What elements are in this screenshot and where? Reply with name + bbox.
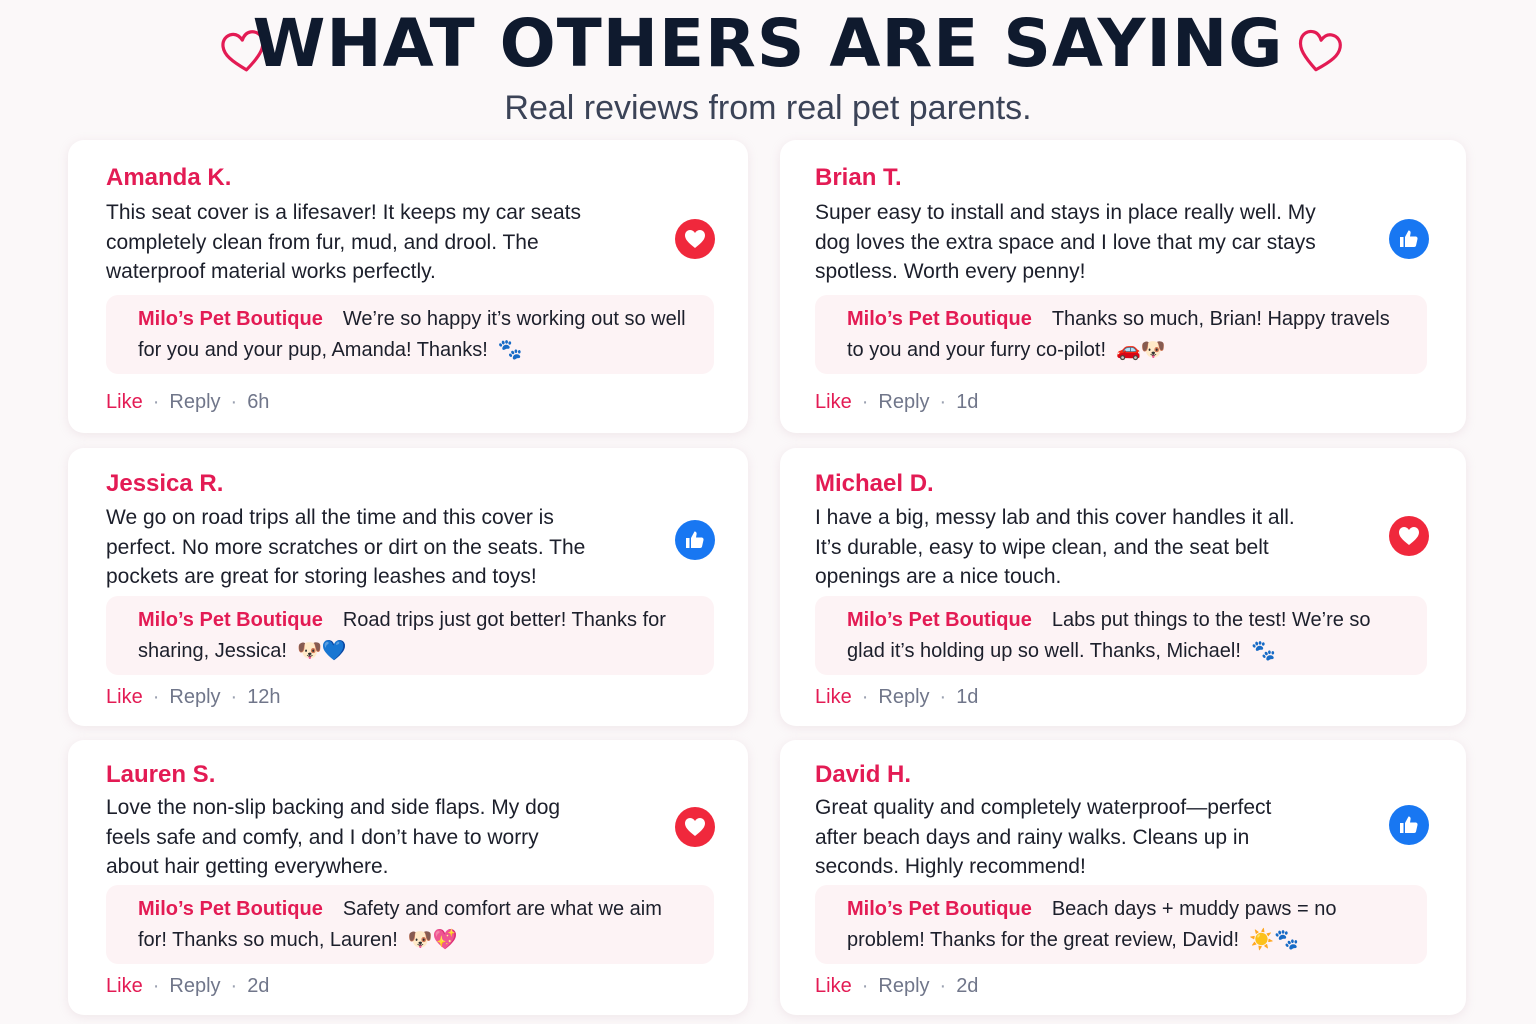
reviewer-name: Michael D. — [815, 470, 934, 497]
reply-button[interactable]: Reply — [169, 975, 221, 997]
review-text: We go on road trips all the time and this cover is perfect. No more scratches or dirt on the seats. The pockets are great for storing leashes and toys! — [106, 506, 586, 588]
reply-button[interactable]: Reply — [169, 391, 221, 413]
store-reply — [815, 885, 1427, 964]
review-actions: Like · Reply · 2d — [815, 975, 979, 997]
paw-emoji: 🐾 — [1250, 638, 1276, 662]
review-actions: Like · Reply · 6h — [106, 391, 270, 413]
reviewer-name: David H. — [815, 761, 912, 788]
store-reply — [815, 596, 1427, 675]
review-actions: Like · Reply · 2d — [106, 975, 270, 997]
like-button[interactable]: Like — [815, 975, 852, 997]
store-name[interactable]: Milo’s Pet Boutique — [847, 609, 1032, 631]
review-text: Love the non-slip backing and side flaps. My dog feels safe and comfy, and I don’t have to worry about hair getting everywhere. — [106, 796, 561, 878]
store-reply-text: Thanks so much, Brian! Happy travels to you and your furry co-pilot! — [847, 308, 1390, 361]
reply-button[interactable]: Reply — [878, 391, 930, 413]
heart-outline-icon — [1291, 24, 1347, 80]
dog-heart-emoji: 🐶💖 — [407, 927, 458, 951]
page-subtitle: Real reviews from real pet parents. — [504, 89, 1032, 127]
reviewer-name: Lauren S. — [106, 761, 216, 788]
review-card-david — [780, 740, 1466, 1015]
thumbs-up-reaction-icon[interactable] — [1389, 805, 1429, 845]
review-card-lauren — [68, 740, 748, 1015]
reviewer-name: Jessica R. — [106, 470, 224, 497]
review-actions: Like · Reply · 12h — [106, 686, 281, 708]
car-dog-emoji: 🚗🐶 — [1116, 337, 1166, 361]
store-reply-text: We’re so happy it’s working out so well for you and your pup, Amanda! Thanks! — [138, 308, 686, 361]
reply-button[interactable]: Reply — [878, 686, 930, 708]
review-card-amanda — [68, 140, 748, 433]
timestamp: 2d — [247, 975, 270, 997]
like-button[interactable]: Like — [106, 686, 143, 708]
reply-button[interactable]: Reply — [169, 686, 221, 708]
timestamp: 1d — [956, 391, 979, 413]
store-reply-text: Beach days + muddy paws = no problem! Thanks for the great review, David! — [847, 898, 1337, 951]
love-reaction-icon[interactable] — [1389, 516, 1429, 556]
store-name[interactable]: Milo’s Pet Boutique — [138, 609, 323, 631]
review-actions: Like · Reply · 1d — [815, 686, 979, 708]
review-text: I have a big, messy lab and this cover handles it all. It’s durable, easy to wipe clean, and the seat belt openings are a nice touch. — [815, 506, 1295, 588]
store-reply-text: Labs put things to the test! We’re so glad it’s holding up so well. Thanks, Michael! — [847, 609, 1371, 662]
paw-emoji: 🐾 — [497, 337, 523, 361]
love-reaction-icon[interactable] — [675, 219, 715, 259]
review-text: Great quality and completely waterproof—perfect after beach days and rainy walks. Cleans up in seconds. Highly recommend! — [815, 796, 1272, 878]
store-reply-text: Safety and comfort are what we aim for! Thanks so much, Lauren! — [138, 898, 662, 951]
header — [0, 0, 1536, 135]
timestamp: 1d — [956, 686, 979, 708]
store-reply — [106, 295, 714, 374]
like-button[interactable]: Like — [815, 391, 852, 413]
reviewer-name: Amanda K. — [106, 164, 232, 191]
review-card-brian — [780, 140, 1466, 433]
store-reply-text: Road trips just got better! Thanks for sharing, Jessica! — [138, 609, 666, 662]
love-reaction-icon[interactable] — [675, 807, 715, 847]
store-name[interactable]: Milo’s Pet Boutique — [847, 898, 1032, 920]
review-text: Super easy to install and stays in place really well. My dog loves the extra space and I love that my car stays spotless. Worth every penny! — [815, 201, 1316, 283]
timestamp: 12h — [247, 686, 281, 708]
timestamp: 2d — [956, 975, 979, 997]
like-button[interactable]: Like — [106, 975, 143, 997]
store-reply — [106, 885, 714, 964]
review-card-jessica — [68, 448, 748, 726]
store-name[interactable]: Milo’s Pet Boutique — [847, 308, 1032, 330]
page-title: WHAT OTHERS ARE SAYING — [252, 5, 1284, 82]
reply-button[interactable]: Reply — [878, 975, 930, 997]
store-reply — [815, 295, 1427, 374]
reviewer-name: Brian T. — [815, 164, 902, 191]
sun-paw-emoji: ☀️🐾 — [1249, 927, 1299, 951]
review-text: This seat cover is a lifesaver! It keeps my car seats completely clean from fur, mud, and drool. The waterproof material works perfectly. — [106, 201, 582, 283]
thumbs-up-reaction-icon[interactable] — [1389, 219, 1429, 259]
thumbs-up-reaction-icon[interactable] — [675, 520, 715, 560]
timestamp: 6h — [247, 391, 270, 413]
store-reply — [106, 596, 714, 675]
review-card-michael — [780, 448, 1466, 726]
review-actions: Like · Reply · 1d — [815, 391, 979, 413]
store-name[interactable]: Milo’s Pet Boutique — [138, 898, 323, 920]
like-button[interactable]: Like — [106, 391, 143, 413]
store-name[interactable]: Milo’s Pet Boutique — [138, 308, 323, 330]
like-button[interactable]: Like — [815, 686, 852, 708]
dog-heart-emoji: 🐶💙 — [296, 638, 347, 662]
